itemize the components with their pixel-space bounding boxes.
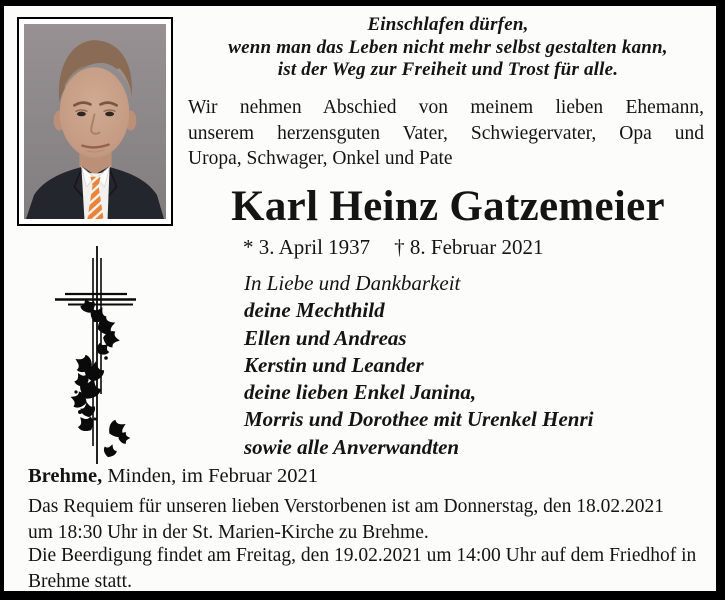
birth-date: * 3. April 1937 (243, 235, 371, 259)
mourner-line: Ellen und Andreas (244, 325, 407, 350)
requiem-line: um 18:30 Uhr in der St. Marien-Kirche zu Brehme. (28, 521, 429, 543)
farewell-line: unserem herzensguten Vater, Schwiegervater, Opa und (188, 122, 704, 144)
mourner-line: deine lieben Enkel Janina, (244, 380, 477, 405)
place-date: Minden, im Februar 2021 (102, 465, 318, 487)
requiem-info (28, 494, 716, 545)
cross-ivy-icon (32, 242, 192, 472)
portrait-illustration (24, 24, 166, 219)
cross-ivy-ornament (32, 242, 192, 472)
place-date-line (28, 465, 318, 488)
burial-line: Die Beerdigung findet am Freitag, den 19.02.2021 um 14:00 Uhr auf dem Friedhof in (28, 545, 697, 566)
mourners-block (244, 270, 593, 461)
farewell-line: Wir nehmen Abschied von meinem lieben Ehemann, (188, 97, 704, 118)
place-name: Brehme, (28, 465, 103, 487)
opening-verse (180, 14, 716, 82)
farewell-line: Uropa, Schwager, Onkel und Pate (188, 148, 453, 169)
mourners-intro: In Liebe und Dankbarkeit (244, 271, 461, 295)
burial-line: Brehme statt. (28, 570, 132, 592)
farewell-paragraph (188, 95, 704, 172)
verse-line: ist der Weg zur Freiheit und Trost für alle. (277, 59, 619, 80)
portrait-photo (17, 17, 173, 226)
burial-info (28, 543, 716, 594)
mourner-line: sowie alle Anverwandten (244, 434, 460, 459)
verse-line: wenn man das Leben nicht mehr selbst gestalten kann, (228, 36, 668, 58)
life-dates (243, 235, 543, 260)
deceased-name: Karl Heinz Gatzemeier (231, 183, 665, 230)
death-date: † 8. Februar 2021 (394, 235, 544, 259)
requiem-line: Das Requiem für unseren lieben Verstorbenen ist am Donnerstag, den 18.02.2021 (28, 496, 664, 517)
verse-line: Einschlafen dürfen, (367, 14, 529, 35)
mourner-line: deine Mechthild (244, 298, 385, 323)
mourner-line: Kerstin und Leander (244, 352, 424, 377)
mourner-line: Morris und Dorothee mit Urenkel Henri (244, 407, 594, 432)
